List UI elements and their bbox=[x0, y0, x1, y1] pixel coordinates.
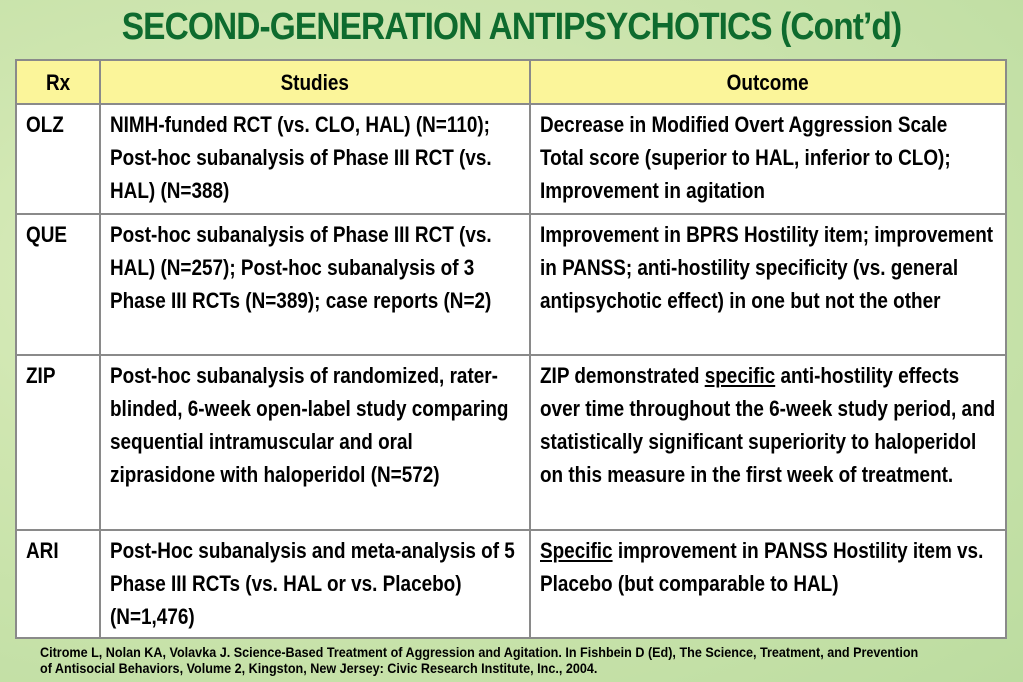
outcome-text: anti-hostility effects over time throughout the 6-week study period, and statistically significant superiority to haloperidol on this measure in the first week of treatment. bbox=[540, 363, 996, 487]
studies-cell: NIMH-funded RCT (vs. CLO, HAL) (N=110); Post-hoc subanalysis of Phase III RCT (vs. HAL) (N=388) bbox=[100, 104, 530, 214]
studies-cell: Post-hoc subanalysis of Phase III RCT (vs. HAL) (N=257); Post-hoc subanalysis of 3 Phase III RCTs (N=389); case reports (N=2) bbox=[100, 214, 530, 355]
table-row-zip bbox=[16, 355, 1006, 530]
rx-cell: ARI bbox=[16, 530, 100, 638]
outcome-cell: Improvement in BPRS Hostility item; improvement in PANSS; anti-hostility specificity (vs. general antipsychotic effect) in one but not the other bbox=[530, 214, 1006, 355]
outcome-text: ZIP demonstrated bbox=[540, 363, 705, 388]
underlined-emphasis: specific bbox=[704, 363, 776, 388]
table-row-ari bbox=[16, 530, 1006, 638]
outcome-cell bbox=[530, 355, 1006, 530]
outcome-text: improvement in PANSS Hostility item vs. Placebo (but comparable to HAL) bbox=[540, 538, 984, 596]
table-row-que bbox=[16, 214, 1006, 355]
outcome-cell bbox=[530, 530, 1006, 638]
outcome-cell: Decrease in Modified Overt Aggression Scale Total score (superior to HAL, inferior to CLO); Improvement in agitation bbox=[530, 104, 1006, 214]
rx-cell: QUE bbox=[16, 214, 100, 355]
table-header-row bbox=[16, 60, 1006, 104]
antipsychotics-table bbox=[15, 59, 1007, 639]
header-outcome: Outcome bbox=[530, 60, 1006, 104]
slide-title: SECOND-GENERATION ANTIPSYCHOTICS (Cont’d) bbox=[121, 6, 902, 48]
studies-cell: Post-hoc subanalysis of randomized, rater-blinded, 6-week open-label study comparing sequential intramuscular and oral ziprasidone with haloperidol (N=572) bbox=[100, 355, 530, 530]
underlined-emphasis: Specific bbox=[540, 538, 613, 563]
header-rx: Rx bbox=[16, 60, 100, 104]
rx-cell: ZIP bbox=[16, 355, 100, 530]
rx-cell: OLZ bbox=[16, 104, 100, 214]
citation-reference: Citrome L, Nolan KA, Volavka J. Science-Based Treatment of Aggression and Agitation. In Fishbein D (Ed), The Science, Treatment, and Prevention of Antisocial Behaviors, Volume 2, Kingston, New Jersey: Civic Research Institute, Inc., 2004. bbox=[40, 644, 919, 676]
studies-cell: Post-Hoc subanalysis and meta-analysis of 5 Phase III RCTs (vs. HAL or vs. Placebo) (N=1,476) bbox=[100, 530, 530, 638]
header-studies: Studies bbox=[100, 60, 530, 104]
table-row-olz bbox=[16, 104, 1006, 214]
